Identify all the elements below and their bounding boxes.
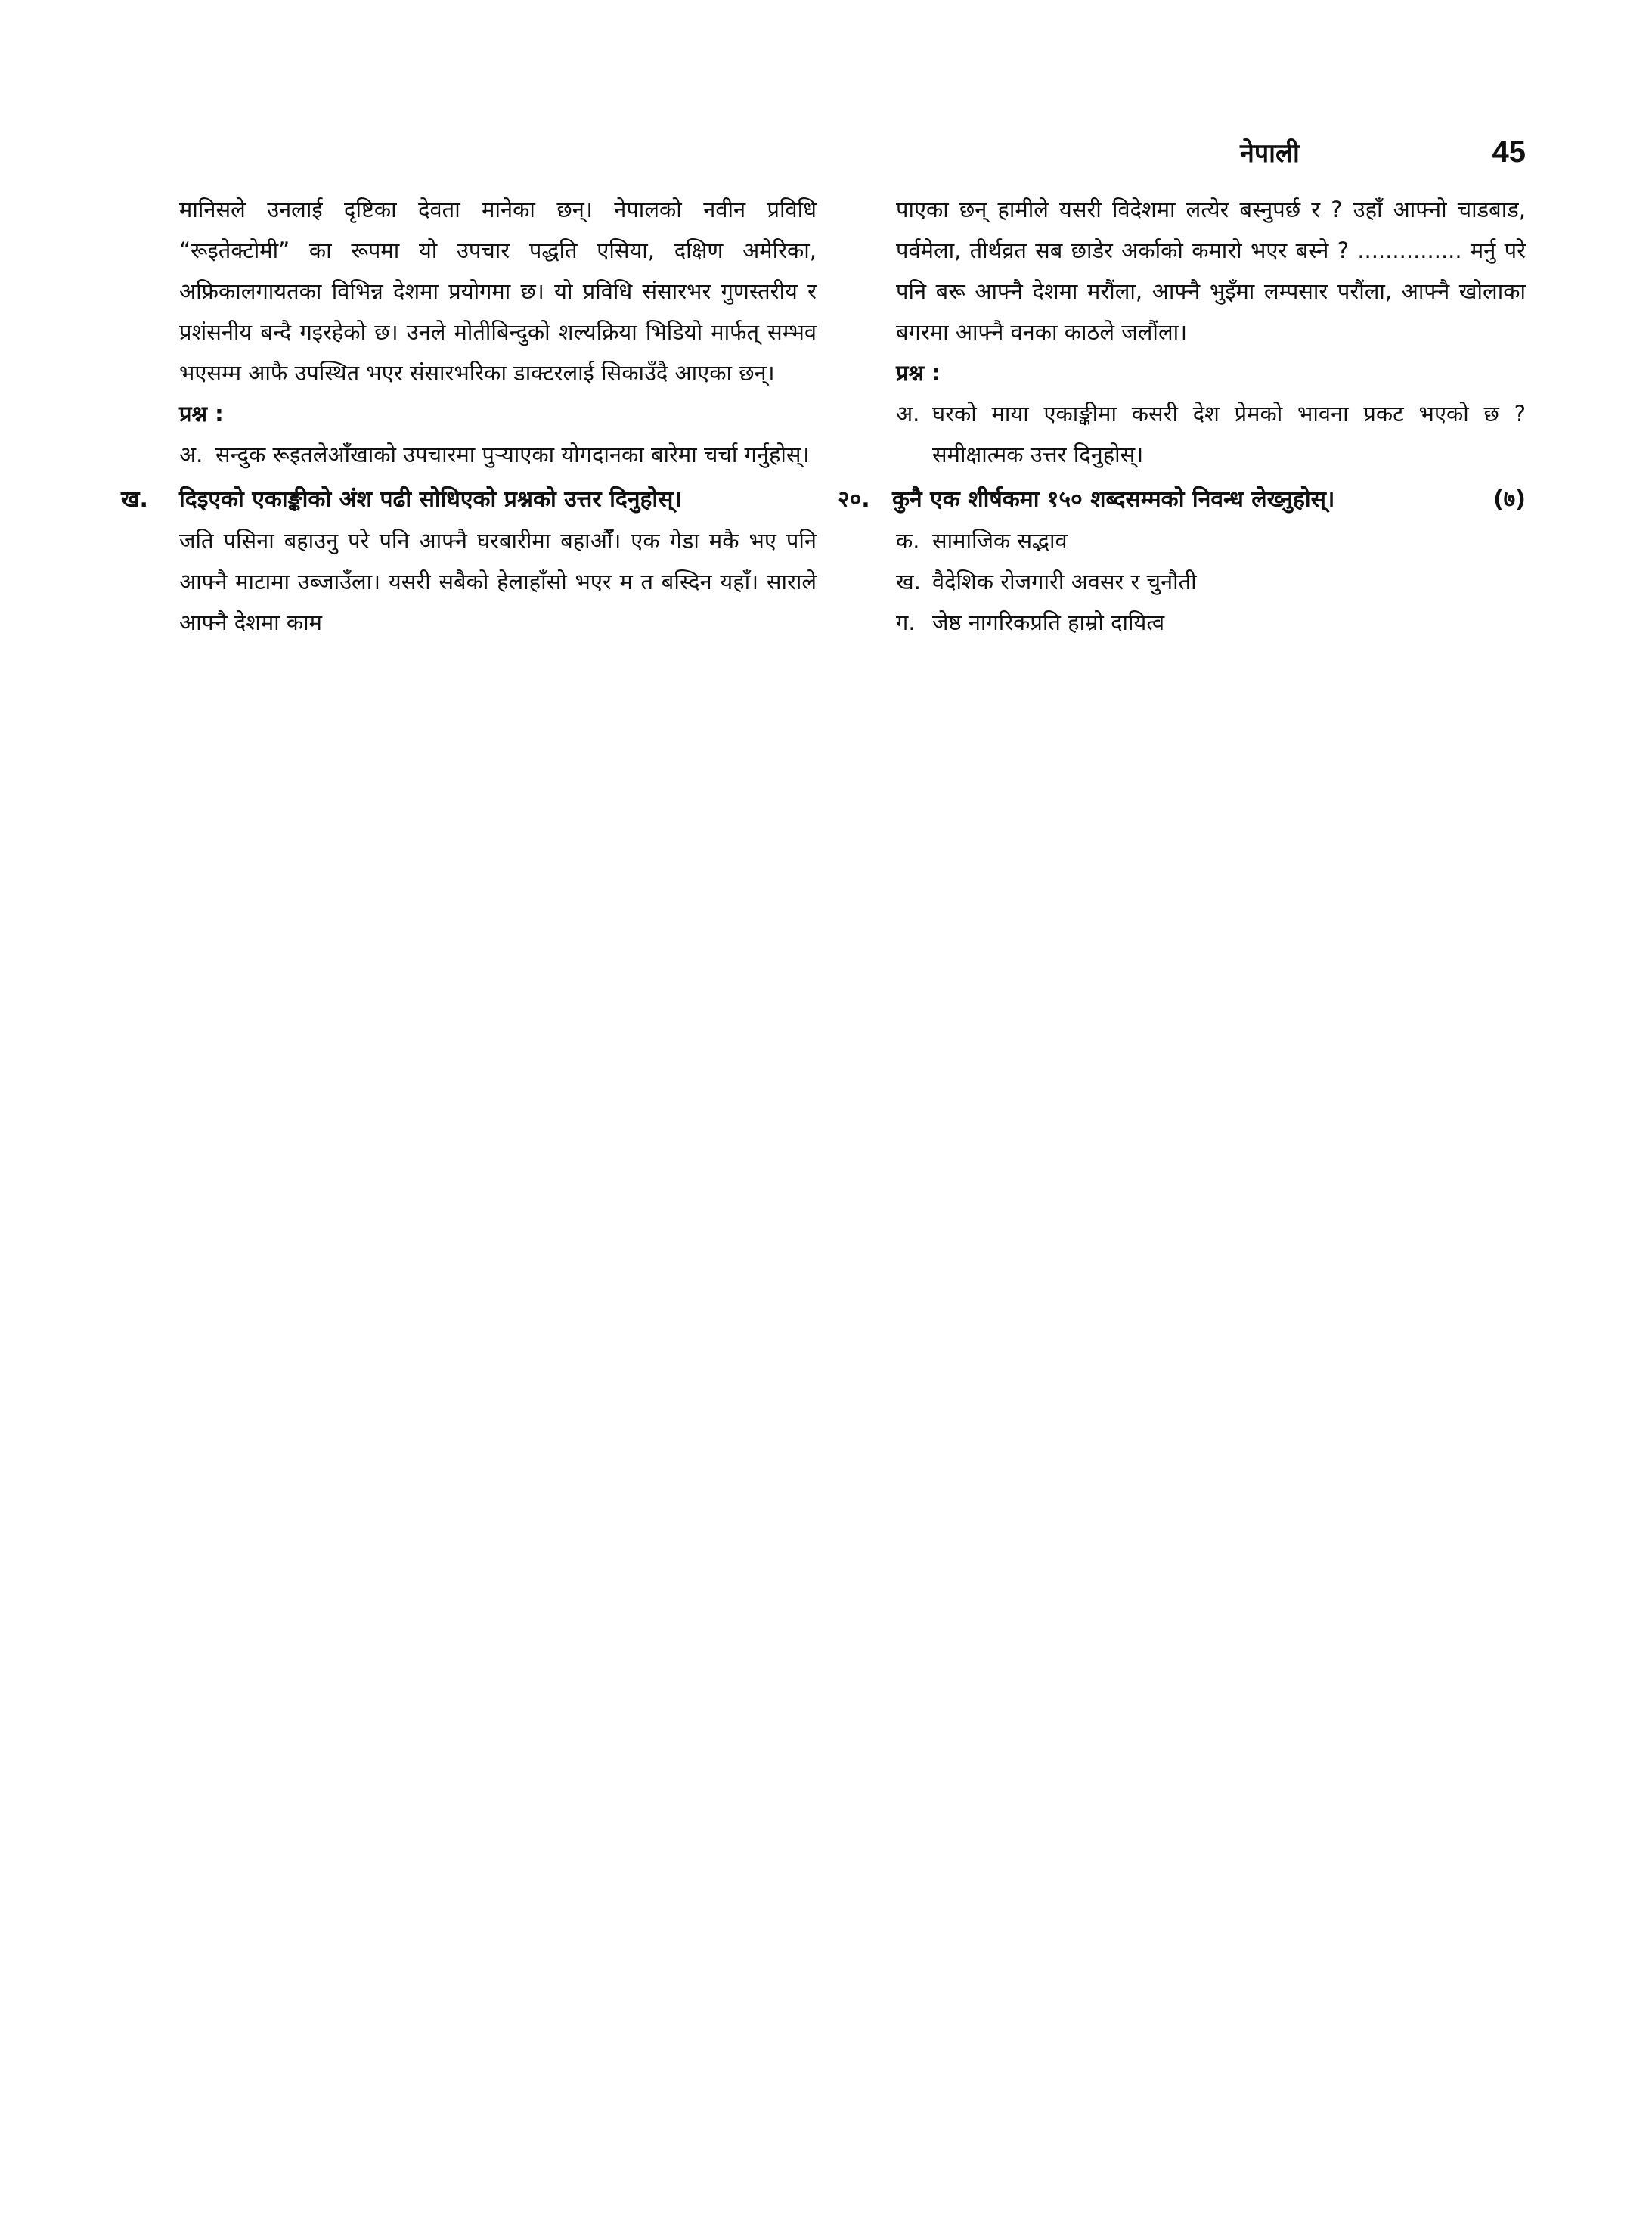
question-marks: (७) [1492,486,1526,513]
section-heading [121,479,817,520]
excerpt-paragraph: जति पसिना बहाउनु परे पनि आफ्नै घरबारीमा बहाऔंँ। एक गेडा मकै भए पनि आफ्नै माटामा उब्जाउँला। यसरी सबैको हेलाहाँसो भएर म त बस्दिन यहाँ। साराले आफ्नै देशमा काम [179,528,817,635]
question-item [179,434,817,475]
option-text: वैदेशिक रोजगारी अवसर र चुनौती [932,569,1197,594]
question-label: प्रश्न : [896,360,941,386]
essay-option [896,602,1526,643]
left-column [121,189,817,643]
page-header [1240,133,1526,171]
essay-option [896,561,1526,602]
option-marker: क. [896,528,920,554]
option-marker: ख. [896,569,921,594]
subject-title: नेपाली [1240,138,1300,169]
question-item [896,393,1526,475]
section-marker: ख. [121,486,148,513]
question-marker: अ. [896,401,920,427]
page-number: 45 [1492,135,1526,169]
option-marker: ग. [896,610,916,635]
question-marker: अ. [179,442,203,467]
question-20-title: कुनै एक शीर्षकमा १५० शब्दसम्मको निवन्ध लेख्नुहोस्। [892,486,1335,513]
question-20-heading [838,479,1526,520]
question-number: २०. [838,486,870,513]
option-text: जेष्ठ नागरिकप्रति हाम्रो दायित्व [932,610,1165,635]
question-text: सन्दुक रूइतलेआँखाको उपचारमा पुऱ्याएका योगदानका बारेमा चर्चा गर्नुहोस्। [215,442,810,467]
passage-paragraph: मानिसले उनलाई दृष्टिका देवता मानेका छन्। नेपालको नवीन प्रविधि “रूइतेक्टोमी” का रूपमा यो उपचार पद्धति एसिया, दक्षिण अमेरिका, अफ्रिकालगायतका विभिन्न देशमा प्रयोगमा छ। यो प्रविधि संसारभर गुणस्तरीय र प्रशंसनीय बन्दै गइरहेको छ। उनले मोतीबिन्दुको शल्यक्रिया भिडियो मार्फत् सम्भव भएसम्म आफै उपस्थित भएर संसारभरिका डाक्टरलाई सिकाउँदै आएका छन्। [179,197,817,386]
right-column [838,189,1526,643]
excerpt-continuation: पाएका छन् हामीले यसरी विदेशमा लत्येर बस्नुपर्छ र ? उहाँ आफ्नो चाडबाड, पर्वमेला, तीर्थव्रत सब छाडेर अर्काको कमारो भएर बस्ने ? ............... मर्नु परे पनि बरू आफ्नै देशमा मरौंला, आफ्नै भुइँमा लम्पसार परौंला, आफ्नै खोलाका बगरमा आफ्नै वनका काठले जलौंला। [896,197,1526,345]
essay-option [896,520,1526,561]
section-title: दिइएको एकाङ्कीको अंश पढी सोधिएको प्रश्नको उत्तर दिनुहोस्। [179,486,682,513]
option-text: सामाजिक सद्भाव [932,528,1068,554]
question-label: प्रश्न : [179,401,224,427]
question-text: घरको माया एकाङ्कीमा कसरी देश प्रेमको भावना प्रकट भएको छ ? समीक्षात्मक उत्तर दिनुहोस्। [932,401,1526,467]
